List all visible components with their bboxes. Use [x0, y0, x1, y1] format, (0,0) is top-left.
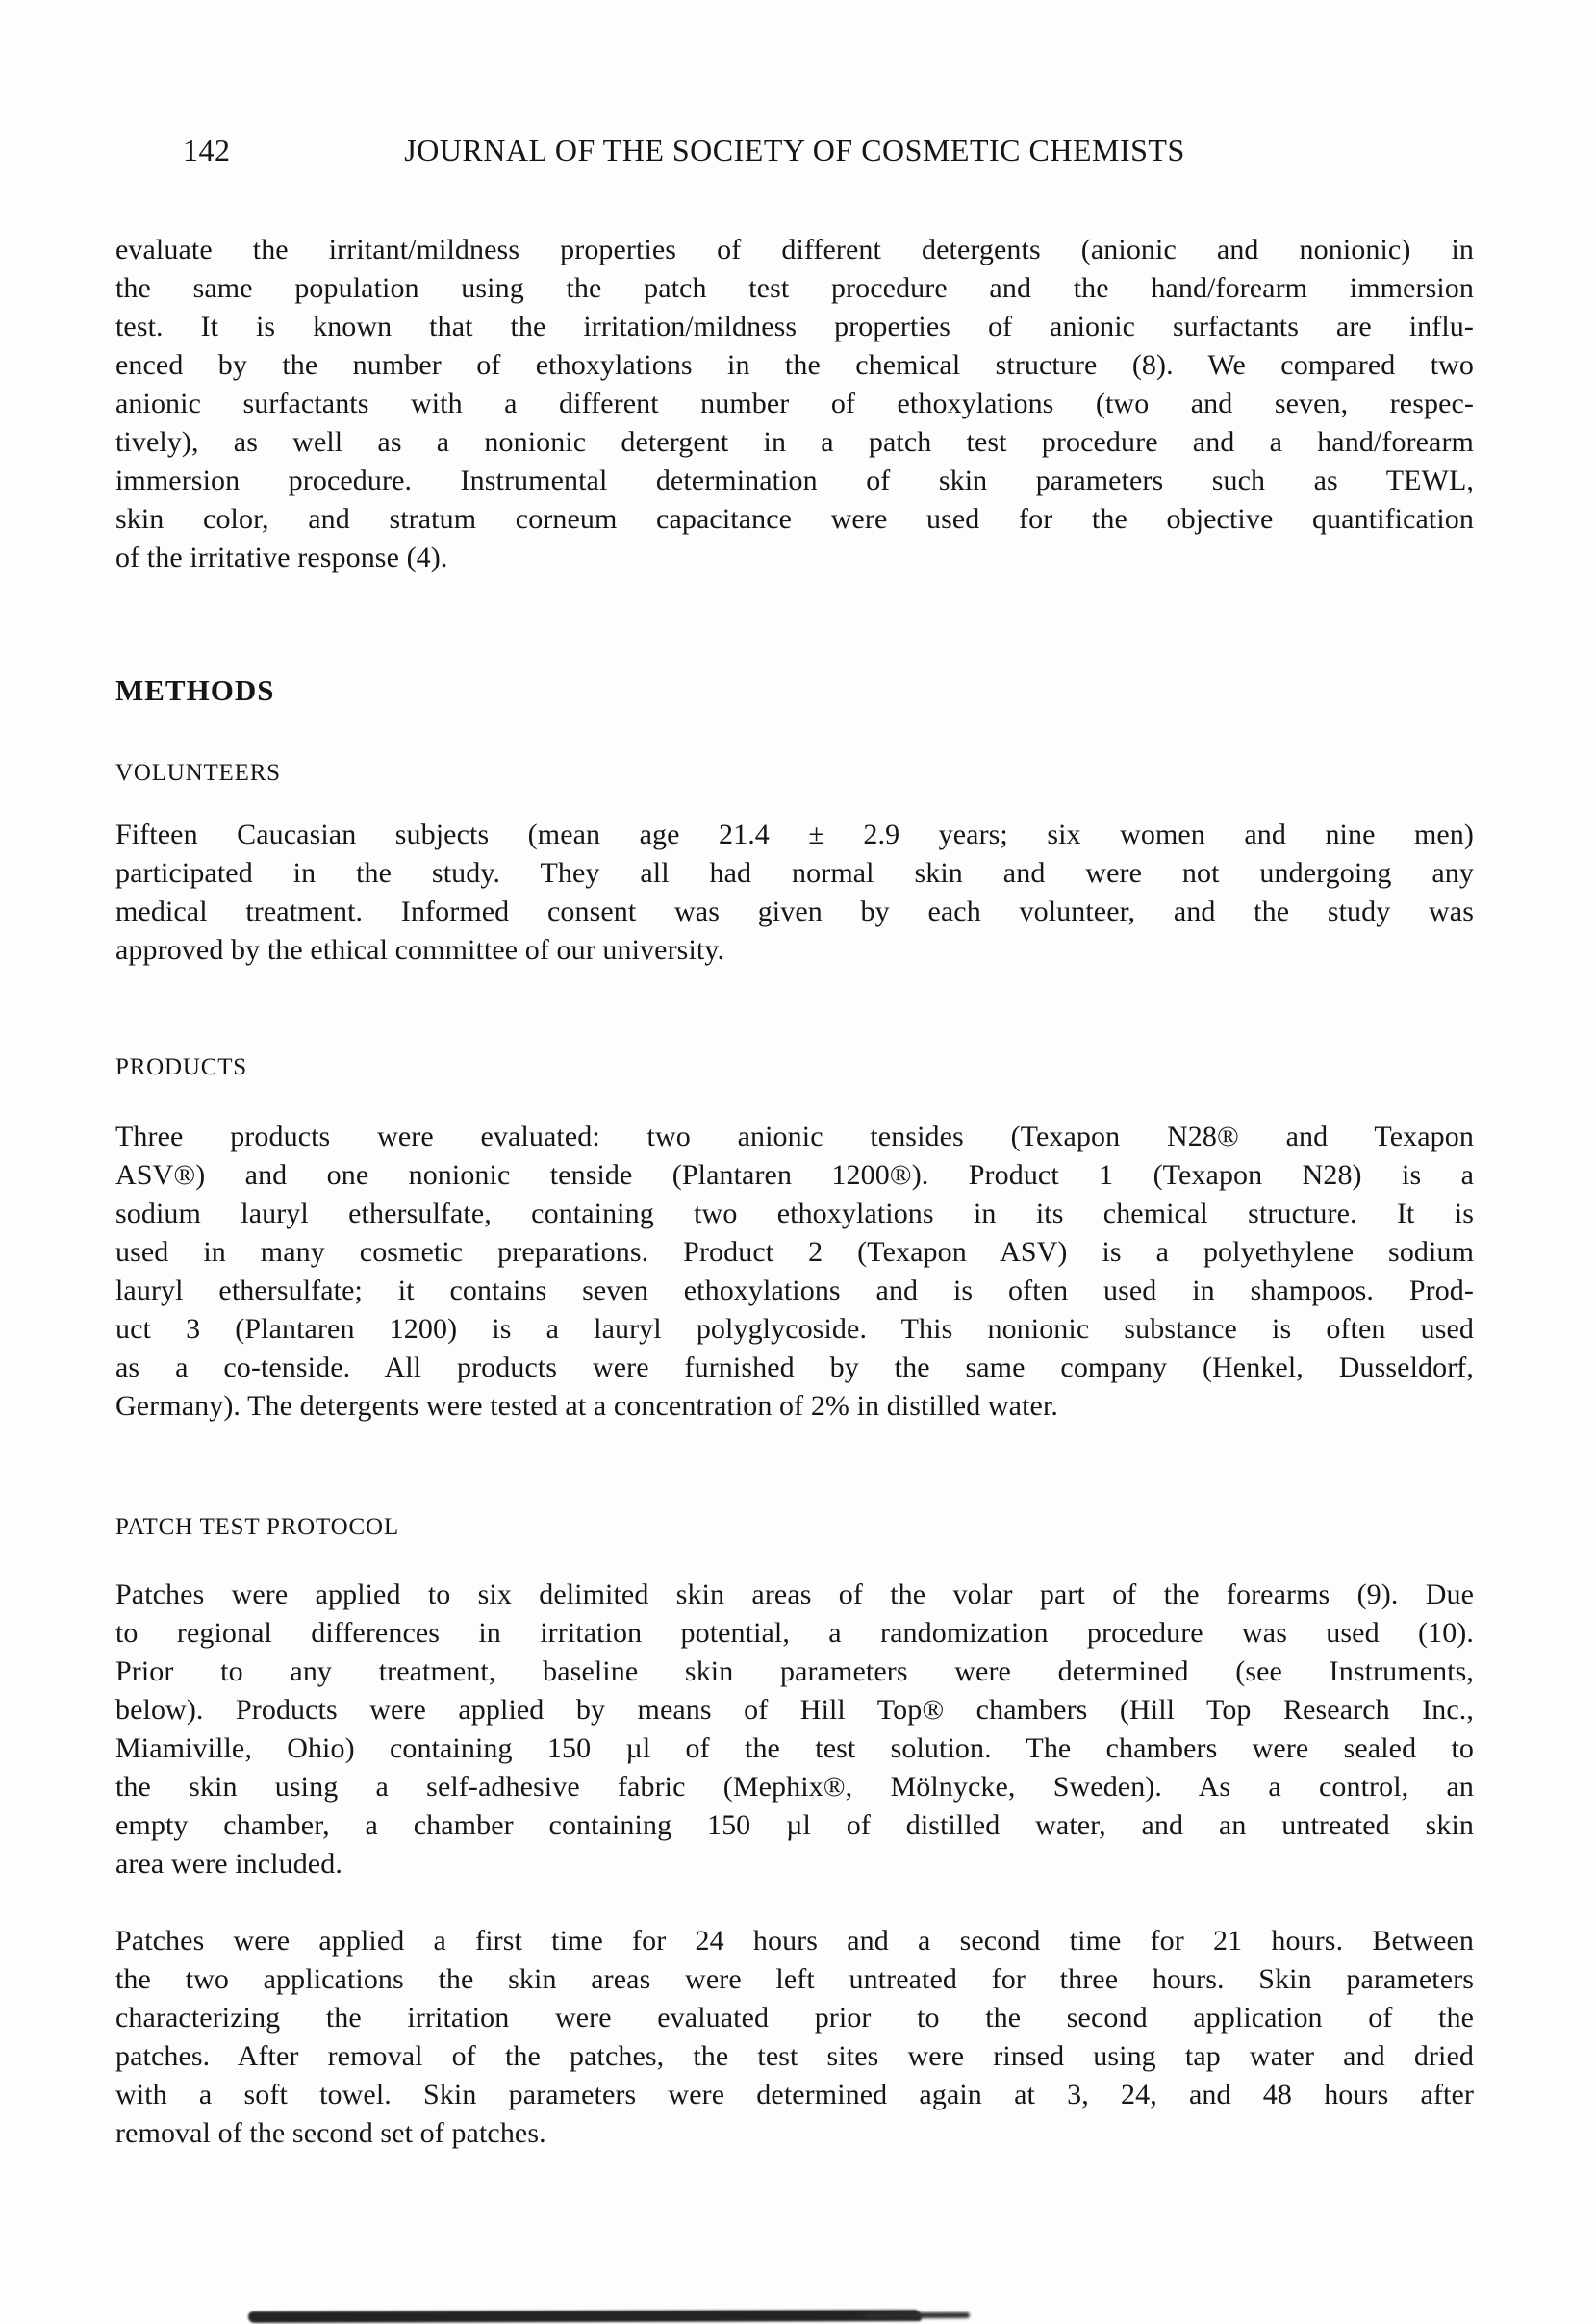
- text-line: patches. After removal of the patches, the test sites were rinsed using tap water and dried: [115, 2040, 1474, 2072]
- text-line: Three products were evaluated: two anionic tensides (Texapon N28® and Texapon: [115, 1121, 1474, 1152]
- text-line: anionic surfactants with a different number of ethoxylations (two and seven, respec-: [115, 388, 1474, 419]
- text-line: approved by the ethical committee of our university.: [115, 934, 725, 966]
- products-paragraph: [115, 1118, 1474, 1426]
- text-line: medical treatment. Informed consent was given by each volunteer, and the study was: [115, 896, 1474, 927]
- text-line: of the irritative response (4).: [115, 542, 448, 573]
- page-number: 142: [183, 133, 231, 167]
- text-line: participated in the study. They all had normal skin and were not undergoing any: [115, 857, 1474, 889]
- text-line: the two applications the skin areas were left untreated for three hours. Skin parameters: [115, 1963, 1474, 1995]
- text-line: Patches were applied to six delimited skin areas of the volar part of the forearms (9). Due: [115, 1579, 1474, 1610]
- text-line: empty chamber, a chamber containing 150 µl of distilled water, and an untreated skin: [115, 1809, 1474, 1841]
- text-line: enced by the number of ethoxylations in the chemical structure (8). We compared two: [115, 349, 1474, 381]
- scan-artifact: [248, 2310, 922, 2323]
- page-header: [115, 131, 1474, 173]
- products-heading: PRODUCTS: [115, 1054, 247, 1080]
- text-line: to regional differences in irritation potential, a randomization procedure was used (10).: [115, 1617, 1474, 1649]
- journal-title: JOURNAL OF THE SOCIETY OF COSMETIC CHEMISTS: [404, 133, 1185, 167]
- text-line: Fifteen Caucasian subjects (mean age 21.4 ± 2.9 years; six women and nine men): [115, 819, 1474, 850]
- patch-test-paragraph-1: [115, 1576, 1474, 1883]
- text-line: below). Products were applied by means of Hill Top® chambers (Hill Top Research Inc.,: [115, 1694, 1474, 1726]
- text-line: Germany). The detergents were tested at a concentration of 2% in distilled water.: [115, 1390, 1058, 1422]
- text-line: sodium lauryl ethersulfate, containing two ethoxylations in its chemical structure. It is: [115, 1198, 1474, 1229]
- text-line: ASV®) and one nonionic tenside (Plantaren 1200®). Product 1 (Texapon N28) is a: [115, 1159, 1474, 1191]
- text-line: immersion procedure. Instrumental determination of skin parameters such as TEWL,: [115, 465, 1474, 496]
- text-line: evaluate the irritant/mildness properties of different detergents (anionic and nonionic) in: [115, 234, 1474, 265]
- text-line: uct 3 (Plantaren 1200) is a lauryl polyglycoside. This nonionic substance is often used: [115, 1313, 1474, 1345]
- text-line: used in many cosmetic preparations. Product 2 (Texapon ASV) is a polyethylene sodium: [115, 1236, 1474, 1268]
- text-line: Patches were applied a first time for 24 hours and a second time for 21 hours. Between: [115, 1925, 1474, 1957]
- volunteers-paragraph: [115, 816, 1474, 970]
- text-line: tively), as well as a nonionic detergent in a patch test procedure and a hand/forearm: [115, 426, 1474, 458]
- patch-test-paragraph-2: [115, 1922, 1474, 2153]
- text-line: characterizing the irritation were evaluated prior to the second application of the: [115, 2002, 1474, 2034]
- intro-paragraph: [115, 231, 1474, 577]
- methods-heading: METHODS: [115, 673, 275, 707]
- text-line: with a soft towel. Skin parameters were determined again at 3, 24, and 48 hours after: [115, 2079, 1474, 2110]
- text-line: the same population using the patch test procedure and the hand/forearm immersion: [115, 272, 1474, 304]
- text-line: skin color, and stratum corneum capacitance were used for the objective quantification: [115, 503, 1474, 535]
- text-line: as a co-tenside. All products were furnished by the same company (Henkel, Dusseldorf,: [115, 1351, 1474, 1383]
- text-line: lauryl ethersulfate; it contains seven ethoxylations and is often used in shampoos. Prod-: [115, 1275, 1474, 1306]
- text-line: removal of the second set of patches.: [115, 2117, 546, 2149]
- text-line: Miamiville, Ohio) containing 150 µl of the test solution. The chambers were sealed to: [115, 1732, 1474, 1764]
- volunteers-heading: VOLUNTEERS: [115, 760, 281, 786]
- text-line: Prior to any treatment, baseline skin parameters were determined (see Instruments,: [115, 1655, 1474, 1687]
- scan-artifact-tail: [864, 2312, 970, 2318]
- text-line: the skin using a self-adhesive fabric (Mephix®, Mölnycke, Sweden). As a control, an: [115, 1771, 1474, 1803]
- patch-test-heading: PATCH TEST PROTOCOL: [115, 1514, 399, 1540]
- text-line: area were included.: [115, 1848, 342, 1880]
- text-line: test. It is known that the irritation/mildness properties of anionic surfactants are influ-: [115, 311, 1474, 342]
